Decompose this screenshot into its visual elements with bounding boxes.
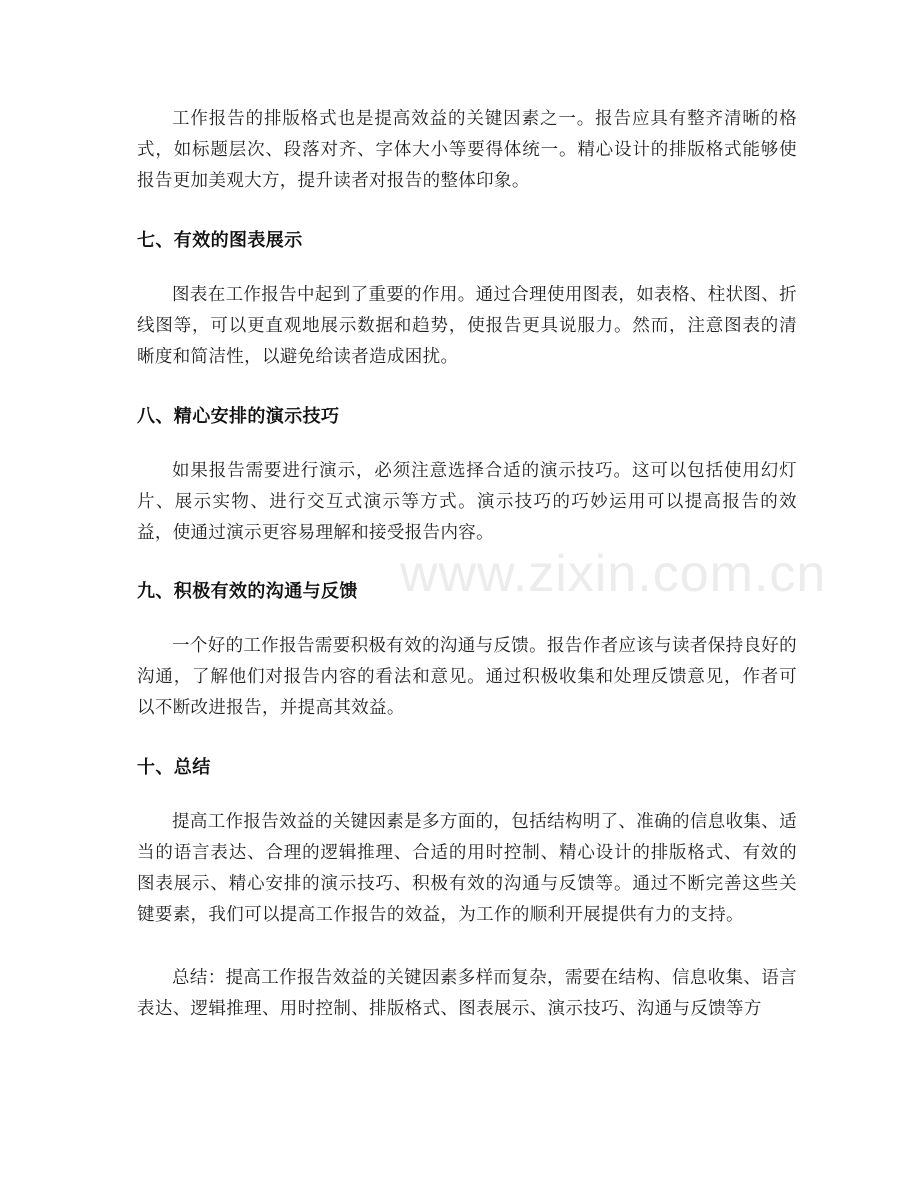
heading-section-10: 十、总结 (137, 757, 211, 778)
heading-section-7: 七、有效的图表展示 (137, 230, 303, 251)
heading-section-9: 九、积极有效的沟通与反馈 (137, 581, 358, 602)
paragraph-charts: 图表在工作报告中起到了重要的作用。通过合理使用图表，如表格、柱状图、折线图等，可以更直观地展示数据和趋势，使报告更具说服力。然而，注意图表的清晰度和简洁性，以避免给读者造成困扰。 (137, 285, 797, 367)
paragraph-summary: 提高工作报告效益的关键因素是多方面的，包括结构明了、准确的信息收集、适当的语言表达、合理的逻辑推理、合适的用时控制、精心设计的排版格式、有效的图表展示、精心安排的演示技巧、积极有效的沟通与反馈等。通过不断完善这些关键要素，我们可以提高工作报告的效益，为工作的顺利开展提供有力的支持。 (137, 812, 797, 925)
paragraph-layout-format: 工作报告的排版格式也是提高效益的关键因素之一。报告应具有整齐清晰的格式，如标题层次、段落对齐、字体大小等要得体统一。精心设计的排版格式能够使报告更加美观大方，提升读者对报告的整体印象。 (137, 109, 797, 191)
watermark-text: www.zixin.com.cn (400, 545, 827, 603)
paragraph-presentation: 如果报告需要进行演示，必须注意选择合适的演示技巧。这可以包括使用幻灯片、展示实物、进行交互式演示等方式。演示技巧的巧妙运用可以提高报告的效益，使通过演示更容易理解和接受报告内容。 (137, 461, 797, 543)
paragraph-conclusion: 总结：提高工作报告效益的关键因素多样而复杂，需要在结构、信息收集、语言表达、逻辑推理、用时控制、排版格式、图表展示、演示技巧、沟通与反馈等方 (137, 968, 797, 1019)
heading-section-8: 八、精心安排的演示技巧 (137, 406, 340, 427)
paragraph-feedback: 一个好的工作报告需要积极有效的沟通与反馈。报告作者应该与读者保持良好的沟通，了解他们对报告内容的看法和意见。通过积极收集和处理反馈意见，作者可以不断改进报告，并提高其效益。 (137, 636, 797, 718)
